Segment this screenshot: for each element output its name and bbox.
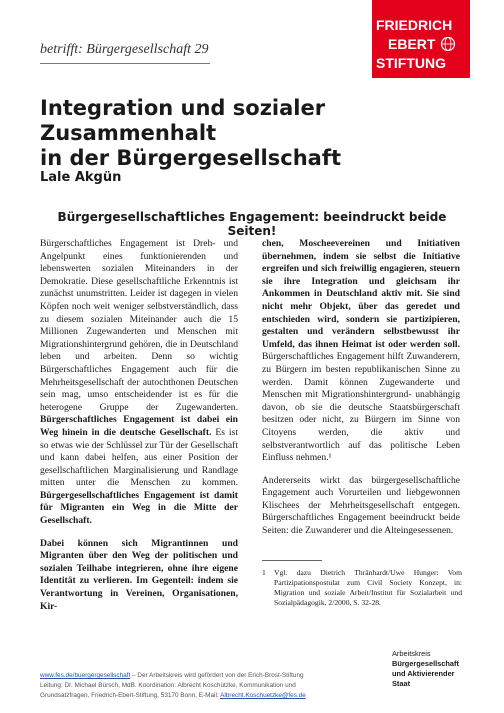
series-title: betrifft: Bürgergesellschaft 29 <box>40 42 209 57</box>
lead-heading: Bürgergesellschaftliches Engagement: beeindruckt beide Seiten! <box>57 210 447 238</box>
footnote-number: 1 <box>262 568 266 577</box>
logo-line-1: FRIEDRICH <box>376 17 453 33</box>
body-column-left <box>40 238 238 623</box>
paragraph-right-1: chen, Moscheevereinen und Initiativen übernehmen, indem sie selbst die Initiative ergreifen und sich freiwillig engagieren, steuern sie ihre Integration und gleichsam ihr Ankommen in Deutschland aktiv mit. Sie sind nicht mehr Objekt, über das geredet und entschieden wird, sondern sie partizipieren, gestalten und verändern selbstbewusst ihr Umfeld, das ihnen Heimat ist oder werden soll. Bürgerschaftliches Engagement hilft Zuwanderern, zu Bürgern im besten republikanischen Sinne zu werden. Damit können Zugewanderte und Menschen mit Migrationshintergrund- unabhängig davon, ob sie die deutsche Staatsbürgerschaft besitzen oder nicht, zu Bürgern im Sinne von Citoyens werden, die aktiv und selbstverantwortlich auf das politische Leben Einfluss nehmen.¹ <box>262 238 460 464</box>
imprint-line-1: www.fes.de/buergergesellschaft – Der Arbeitskreis wird gefördert von der Erich-Brost-Stiftung <box>40 672 304 679</box>
logo-line-2: EBERT <box>388 36 436 52</box>
imprint-line-2: Leitung: Dr. Michael Bürsch, MdB. Koordination: Albrecht Koschützke, Kommunikation und <box>40 682 296 689</box>
paragraph-right-2: Andererseits wirkt das bürgergesellschaftliche Engagement auch Vorurteilen und liebgewonnen Klischees der Mehrheitsgesellschaft entgegen. Bürgerschaftliches Engagement beeindruckt beide Seiten: die Zuwanderer und die Alteingesessenen. <box>262 474 460 537</box>
imprint <box>40 671 370 701</box>
body-column-right <box>262 238 460 548</box>
email-link[interactable]: Albrecht.Koschuetzke@fes.de <box>220 692 306 699</box>
fes-website-link[interactable]: www.fes.de/buergergesellschaft <box>40 672 131 679</box>
series-underline <box>40 63 210 64</box>
paragraph-left-1: Bürgerschaftliches Engagement ist Dreh- und Angelpunkt eines funktionierenden und lebenswerten sozialen Miteinanders in der Demokratie. Diese gesellschaftliche Erkenntnis ist zunächst unumstritten. Leider ist dagegen in vielen Köpfen noch weit weniger selbstverständlich, dass zu diesem sozialen Miteinander auch die 15 Millionen Zugewanderten und Menschen mit Migrationshintergrund gehören, die in Deutschland leben und arbeiten. Denn so wichtig Bürgerschaftliches Engagement auch für die Mehrheitsgesellschaft der autochthonen Deutschen sein mag, umso entscheidender ist es für die heterogene Gruppe der Zugewanderten. Bürgerschaftliches Engagement ist dabei ein Weg hinein in die deutsche Gesellschaft. Es ist so etwas wie der Schlüssel zur Tür der Gesellschaft und kann dabei helfen, aus einer Position der gesellschaftlichen Marginalisierung und Randlage mitten unter die Menschen zu kommen. Bürgergesellschaftliches Engagement ist damit für Migranten ein Weg in die Mitte der Gesellschaft. <box>40 238 238 527</box>
title-line-1: Integration und sozialer Zusammenhalt <box>40 96 326 145</box>
paragraph-left-2: Dabei können sich Migrantinnen und Migranten über den Weg der politischen und sozialen Teilhabe integrieren, ohne ihre eigene Identität zu verlieren. Im Gegenteil: indem sie Verantwortung in Vereinen, Organisationen, Kir- <box>40 537 238 612</box>
footnote-text: Vgl. dazu Dietrich Thränhardt/Uwe Hunger: Vom Partizipationspostulat zum Civil Society Konzept, in: Migration und soziale Arbeit/Institut für Sozialarbeit und Sozialpädagogik, 2/2000, S. 32-28. <box>274 568 462 607</box>
fes-logo <box>372 0 470 78</box>
title-line-2: in der Bürgergesellschaft <box>40 146 342 170</box>
page-title <box>40 96 470 171</box>
logo-line-3: STIFTUNG <box>376 55 446 71</box>
arbeitskreis-label: Arbeitskreis Bürgergesellschaft und Aktivierender Staat <box>392 649 459 688</box>
imprint-line-3: Grundsatzfragen, Friedrich-Ebert-Stiftung, 53170 Bonn, E-Mail: Albrecht.Koschuetzke@fes.de <box>40 692 306 699</box>
author-name: Lale Akgün <box>40 170 122 185</box>
footnote-rule <box>262 560 322 561</box>
footnote <box>262 568 462 608</box>
